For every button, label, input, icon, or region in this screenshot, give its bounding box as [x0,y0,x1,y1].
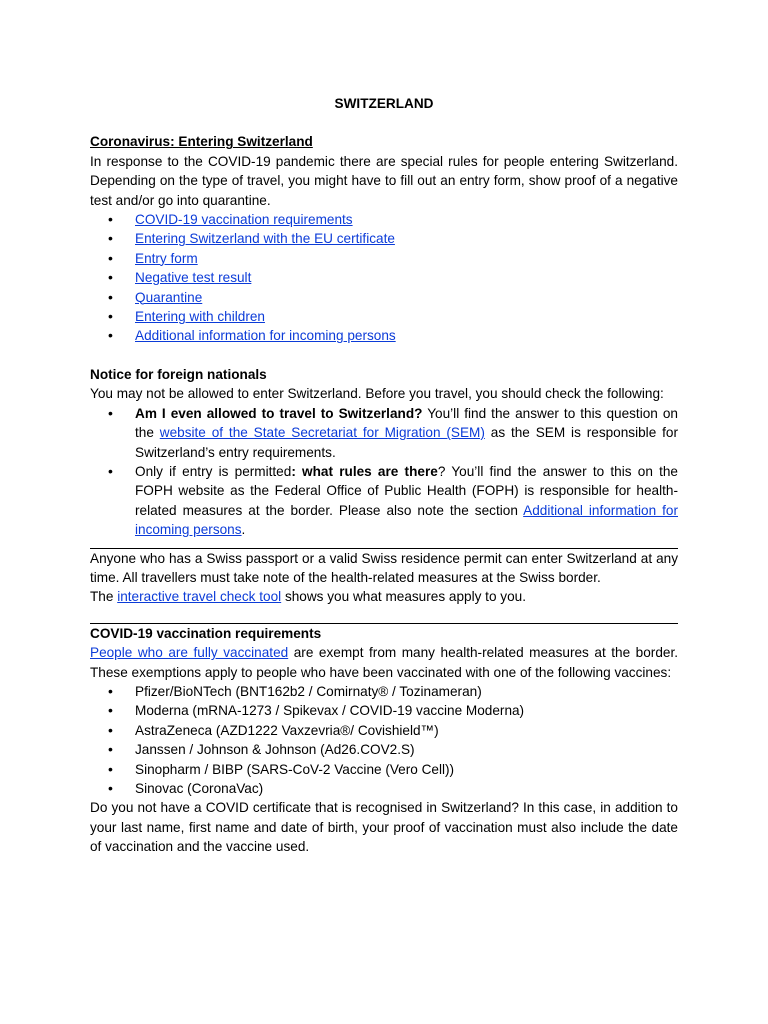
list-item: • Pfizer/BioNTech (BNT162b2 / Comirnaty® / Tozinameran) [135,682,678,701]
link-vaccination-requirements[interactable]: COVID-19 vaccination requirements [135,212,353,228]
link-additional-info-incoming[interactable]: Additional information for incoming persons [135,502,679,538]
entering-heading: Coronavirus: Entering Switzerland [90,134,313,150]
link-entering-with-children[interactable]: Entering with children [135,309,265,325]
list-item [135,210,678,229]
notice-item1-text1: You’ll find the answer to this question on the [135,405,678,441]
list-item: • Janssen / Johnson & Johnson (Ad26.COV2.S) [135,740,678,759]
list-item: • AstraZeneca (AZD1222 Vaxzevria®/ Covishield™) [135,721,678,740]
list-item [135,288,678,307]
link-entry-form[interactable]: Entry form [135,250,198,266]
vaccination-intro [90,643,678,682]
list-item: • Sinovac (CoronaVac) [135,779,678,798]
notice-item1-text2: as the SEM is responsible for Switzerland’s entry requirements. [135,425,678,460]
link-additional-info[interactable]: Additional information for incoming persons [135,328,396,344]
vaccination-closing: Do you not have a COVID certificate that is recognised in Switzerland? In this case, in addition to your last name, first name and date of birth, your proof of vaccination must also include the date of vaccination and the vaccine used. [90,800,678,855]
notice-intro: You may not be allowed to enter Switzerland. Before you travel, you should check the following: [90,386,664,402]
notice-item1-bold: Am I even allowed to travel to Switzerland? [135,405,423,421]
list-item [135,404,678,462]
notice-list [90,404,678,540]
vaccine-list [90,682,678,798]
notice-heading: Notice for foreign nationals [90,366,267,382]
entering-intro: In response to the COVID-19 pandemic there are special rules for people entering Switzerland. Depending on the type of travel, you might have to fill out an entry form, show proof of a negative test and/or go into quarantine. [90,153,678,208]
document-title: SWITZERLAND [334,96,434,111]
link-eu-certificate[interactable]: Entering Switzerland with the EU certificate [135,231,395,247]
notice-item2-text1: Only if entry is permitted [135,463,292,479]
list-item [135,249,678,268]
entering-link-list [90,210,678,346]
link-quarantine[interactable]: Quarantine [135,289,203,305]
list-item [135,229,678,248]
vaccination-heading: COVID-19 vaccination requirements [90,625,322,641]
list-item: • Sinopharm / BIBP (SARS-CoV-2 Vaccine (Vero Cell)) [135,760,678,779]
list-item [135,462,678,540]
list-item [135,268,678,287]
list-item [135,326,678,345]
travel-check-pre: The [90,589,118,605]
link-travel-check-tool[interactable]: interactive travel check tool [117,589,282,605]
notice-item2-text2: ? You’ll find the answer to this on the FOPH website as the Federal Office of Public Health (FOPH) is responsible for health-related measures at the border. Please also note the section [135,463,678,518]
list-item: • Moderna (mRNA-1273 / Spikevax / COVID-19 vaccine Moderna) [135,701,678,720]
travel-check-line [90,587,678,606]
link-sem-website[interactable]: website of the State Secretariat for Migration (SEM) [159,425,485,441]
link-negative-test[interactable]: Negative test result [135,270,252,286]
passport-text: Anyone who has a Swiss passport or a valid Swiss residence permit can enter Switzerland at any time. All travellers must take note of the health-related measures at the Swiss border. [90,550,678,585]
travel-check-post: shows you what measures apply to you. [281,589,526,605]
notice-item2-bold: : what rules are there [291,463,438,479]
link-fully-vaccinated[interactable]: People who are fully vaccinated [90,645,289,661]
list-item [135,307,678,326]
notice-item2-text3: . [241,522,246,538]
vaccination-intro-text: are exempt from many health-related measures at the border. These exemptions apply to people who have been vaccinated with one of the following vaccines: [90,645,678,680]
